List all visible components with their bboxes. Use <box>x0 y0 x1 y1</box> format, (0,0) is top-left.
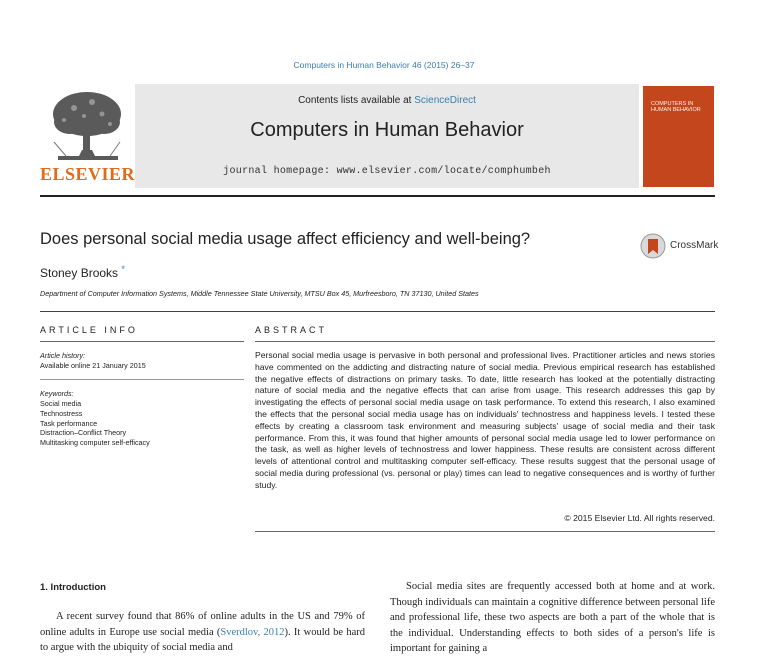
author-name <box>40 264 125 280</box>
section-heading-introduction: 1. Introduction <box>40 582 106 593</box>
contents-prefix: Contents lists available at <box>298 95 415 106</box>
left-paragraph-end: ). It would be hard to argue with the ubiquity of social media and <box>40 626 365 653</box>
keyword-item: Distraction–Conflict Theory <box>40 428 127 438</box>
section-divider <box>40 311 715 312</box>
keyword-item: Multitasking computer self-efficacy <box>40 438 150 448</box>
article-history-value: Available online 21 January 2015 <box>40 361 146 370</box>
article-title: Does personal social media usage affect efficiency and well-being? <box>40 230 531 248</box>
abstract-heading: ABSTRACT <box>255 325 328 335</box>
keyword-item: Technostress <box>40 408 83 418</box>
journal-homepage[interactable]: journal homepage: www.elsevier.com/locate/comphumbeh <box>223 166 551 177</box>
contents-availability <box>135 95 639 106</box>
body-left-column <box>40 609 365 656</box>
journal-citation[interactable]: Computers in Human Behavior 46 (2015) 26–37 <box>293 60 475 70</box>
article-info-rule <box>40 341 244 342</box>
abstract-rule <box>255 341 715 342</box>
keywords-label: Keywords: <box>40 389 74 398</box>
author-text[interactable]: Stoney Brooks <box>40 266 119 280</box>
author-footnote-mark[interactable]: * <box>121 264 125 274</box>
keyword-item: Social media <box>40 399 82 408</box>
article-info-subrule <box>40 379 244 380</box>
sciencedirect-link[interactable]: ScienceDirect <box>414 95 476 106</box>
citation-link[interactable]: Sverdlov, 2012 <box>220 626 285 638</box>
crossmark-label[interactable]: CrossMark <box>670 240 719 251</box>
journal-title: Computers in Human Behavior <box>250 119 524 141</box>
header-divider <box>40 195 715 197</box>
body-right-column: Social media sites are frequently accessed both at home and at work. Though individuals can maintain a cognitive difference between personal life and professional life, these two aspects are both a part of the whole that is the individual. Understanding effects to both sides of a person's life is important for gaining a <box>390 581 715 654</box>
crossmark-icon[interactable] <box>640 233 666 259</box>
copyright-notice: © 2015 Elsevier Ltd. All rights reserved. <box>564 513 715 523</box>
keyword-item: Task performance <box>40 418 98 428</box>
abstract-bottom-rule <box>255 531 715 532</box>
article-info-heading: ARTICLE INFO <box>40 325 138 335</box>
article-history-label: Article history: <box>40 351 86 360</box>
author-affiliation: Department of Computer Information Systems, Middle Tennessee State University, MTSU Box 45, Murfreesboro, TN 37130, United States <box>40 289 479 298</box>
journal-cover-title: COMPUTERS IN HUMAN BEHAVIOR <box>651 101 701 113</box>
abstract-text: Personal social media usage is pervasive in both personal and professional lives. Practitioner articles and news stories have commented on the addicting and distracting nature of social media. Previous empirical research has established the negative effects of distractions on primary tasks. To date, little research has looked at the potentially distracting nature of social media and the negative effects that can arise from usage. This research addresses this gap by investigating the effects of personal social media usage on task performance. To extend this research, I also examined the effects that the personal social media usage has on individuals' technostress and happiness levels. I tested these effects by creating a classroom task environment and measuring subjects' usage of social media and their task performance. From this, it was found that higher amounts of personal social media usage led to lower performance on the task, as well as higher levels of technostress and lower happiness. These results are consistent across different levels of attentional control and multitasking computer self-efficacy. These results suggest that the personal usage of social media during professional (vs. personal or play) times can lead to negative consequences and is worthy of further study. <box>255 350 715 490</box>
elsevier-wordmark: ELSEVIER <box>40 164 136 184</box>
left-paragraph-start: A recent survey found that 86% of online adults in the US and 79% of online adults in Europe use social media ( <box>40 611 365 638</box>
keywords-list <box>40 399 150 448</box>
